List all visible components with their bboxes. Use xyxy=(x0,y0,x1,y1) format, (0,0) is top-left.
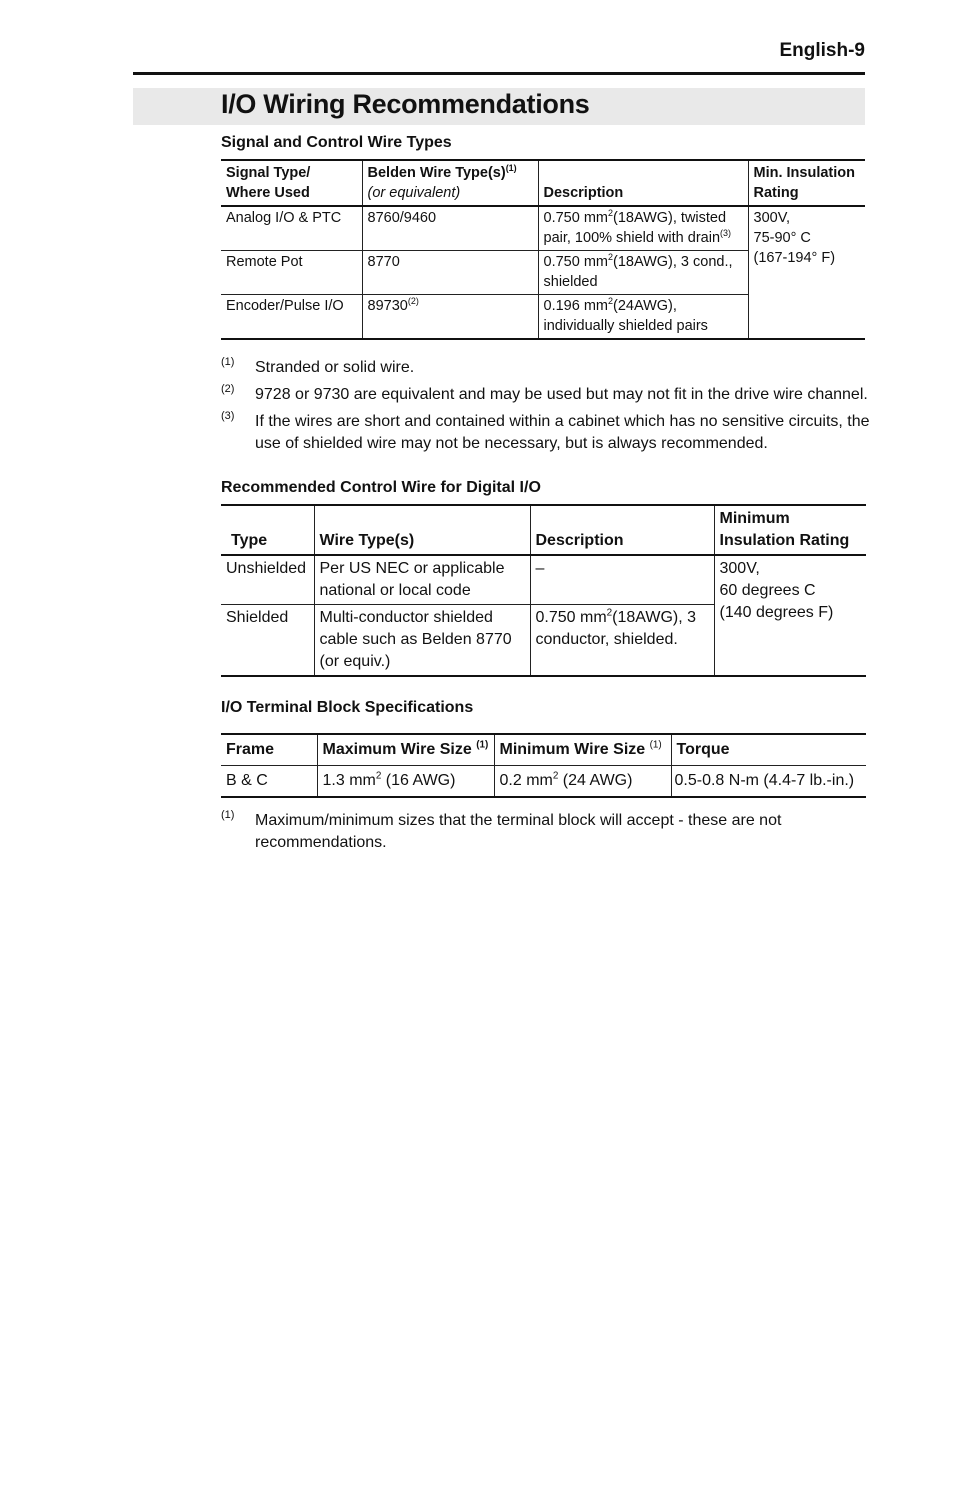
footnote-text: Stranded or solid wire. xyxy=(255,359,415,376)
terminal-block-footnotes xyxy=(221,810,821,859)
cell-description xyxy=(538,251,748,295)
superscript: 2 xyxy=(375,770,382,782)
cell-text: (16 AWG) xyxy=(381,772,456,789)
superscript: 2 xyxy=(607,252,613,263)
footnote-number: (1) xyxy=(221,356,235,368)
cell-text: 60 degrees C xyxy=(719,582,816,599)
table-header-row xyxy=(221,734,866,766)
header-min-wire-size xyxy=(494,734,671,766)
cell-text: 300V, xyxy=(719,560,760,577)
header-subtext: (or equivalent) xyxy=(367,185,461,201)
cell-text: 1.3 mm xyxy=(322,772,376,789)
table-header-row xyxy=(221,160,865,206)
header-wire-types: Wire Type(s) xyxy=(314,505,530,555)
cell-text: (18AWG), twisted pair, 100% shield with drain xyxy=(543,210,727,246)
table-row xyxy=(221,555,866,605)
header-description: Description xyxy=(530,505,714,555)
cell-signal: Analog I/O & PTC xyxy=(226,210,342,226)
header-text: Where Used xyxy=(226,185,310,201)
footnote-ref: (3) xyxy=(720,228,732,239)
header-max-wire-size xyxy=(317,734,494,766)
footnote-ref: (1) xyxy=(649,739,662,751)
header-torque: Torque xyxy=(671,734,866,766)
footnote-number: (3) xyxy=(221,410,235,422)
cell-type: Unshielded xyxy=(226,560,307,577)
cell-text: (24 AWG) xyxy=(558,772,633,789)
header-text: Minimum Wire Size xyxy=(499,741,646,758)
cell-insulation-rating xyxy=(714,555,866,676)
page-title: I/O Wiring Recommendations xyxy=(221,89,590,119)
superscript: 2 xyxy=(552,770,559,782)
cell-text: 0.750 mm xyxy=(543,210,608,226)
table-row xyxy=(221,206,865,251)
cell-wire xyxy=(362,206,538,251)
header-text: Min. Insulation xyxy=(753,165,855,181)
cell-description xyxy=(538,206,748,251)
cell-description xyxy=(530,555,714,605)
superscript: 2 xyxy=(607,208,613,219)
footnote-number: (2) xyxy=(221,383,235,395)
signal-wire-footnotes xyxy=(221,357,871,460)
footnote xyxy=(221,810,821,854)
footnote-ref: (1) xyxy=(505,163,517,174)
header-belden xyxy=(362,160,538,206)
signal-wire-table xyxy=(221,159,865,340)
cell-text: (18AWG), 3 cond., shielded xyxy=(543,254,733,290)
section-title-signal-wire: Signal and Control Wire Types xyxy=(221,134,452,151)
cell-text: 0.750 mm xyxy=(535,609,607,626)
cell-text: 0.2 mm xyxy=(499,772,553,789)
header-description: Description xyxy=(538,160,748,206)
cell-max-wire xyxy=(317,766,494,798)
cell-torque: 0.5-0.8 N-m (4.4-7 lb.-in.) xyxy=(671,766,866,798)
cell-text: 75-90° C xyxy=(753,230,811,246)
footnote-text: 9728 or 9730 are equivalent and may be used but may not fit in the drive wire channel. xyxy=(255,386,868,403)
cell-text: 89730 xyxy=(367,298,408,314)
cell-text: 8760/9460 xyxy=(367,210,437,226)
header-signal-type xyxy=(221,160,362,206)
section-title-digital-io: Recommended Control Wire for Digital I/O xyxy=(221,479,541,496)
cell-text: – xyxy=(535,560,545,577)
cell-text: (167-194° F) xyxy=(753,250,836,266)
page-number: English-9 xyxy=(779,40,865,61)
cell-min-wire xyxy=(494,766,671,798)
header-frame: Frame xyxy=(226,741,275,758)
header-text: Rating xyxy=(753,185,799,201)
cell-text: 300V, xyxy=(753,210,791,226)
footnote-text: Maximum/minimum sizes that the terminal block will accept - these are not recommendations. xyxy=(255,812,782,851)
table-header-row xyxy=(221,505,866,555)
cell-insulation-rating xyxy=(748,206,865,339)
cell-description xyxy=(530,605,714,677)
cell-text: 8770 xyxy=(367,254,400,270)
footnote-text: If the wires are short and contained within a cabinet which has no sensitive circuits, the use of shielded wire may not be necessary, but is always recommended. xyxy=(255,413,870,452)
cell-text: 0.750 mm xyxy=(543,254,608,270)
header-rule xyxy=(133,72,865,75)
cell-description xyxy=(538,295,748,340)
superscript: 2 xyxy=(606,607,613,619)
cell-text: 0.196 mm xyxy=(543,298,608,314)
terminal-block-table xyxy=(221,733,866,798)
cell-wire: Per US NEC or applicable national or local code xyxy=(314,555,530,605)
header-min-insulation xyxy=(714,505,866,555)
cell-wire xyxy=(362,295,538,340)
table-row xyxy=(221,766,866,798)
header-text: Signal Type/ xyxy=(226,165,311,181)
footnote-ref: (2) xyxy=(407,296,419,307)
header-text: Belden Wire Type(s) xyxy=(367,165,506,181)
cell-wire xyxy=(362,251,538,295)
header-text: Minimum xyxy=(719,510,790,527)
header-type: Type xyxy=(231,532,268,549)
cell-text: (24AWG), individually shielded pairs xyxy=(543,298,708,334)
cell-type: Shielded xyxy=(226,609,289,626)
digital-io-wire-table xyxy=(221,504,866,677)
cell-text: (140 degrees F) xyxy=(719,604,834,621)
cell-wire: Multi-conductor shielded cable such as Belden 8770 (or equiv.) xyxy=(314,605,530,677)
cell-frame: B & C xyxy=(226,772,268,789)
footnote xyxy=(221,384,871,406)
cell-text: (18AWG), 3 conductor, shielded. xyxy=(535,609,697,648)
title-band xyxy=(133,88,865,125)
section-title-terminal-block: I/O Terminal Block Specifications xyxy=(221,699,474,716)
footnote xyxy=(221,357,871,379)
superscript: 2 xyxy=(607,296,613,307)
header-min-insulation xyxy=(748,160,865,206)
cell-signal: Encoder/Pulse I/O xyxy=(226,298,344,314)
footnote-ref: (1) xyxy=(476,739,489,751)
footnote xyxy=(221,411,871,455)
cell-signal: Remote Pot xyxy=(226,254,303,270)
header-text: Insulation Rating xyxy=(719,532,850,549)
footnote-number: (1) xyxy=(221,809,235,821)
header-text: Maximum Wire Size xyxy=(322,741,472,758)
